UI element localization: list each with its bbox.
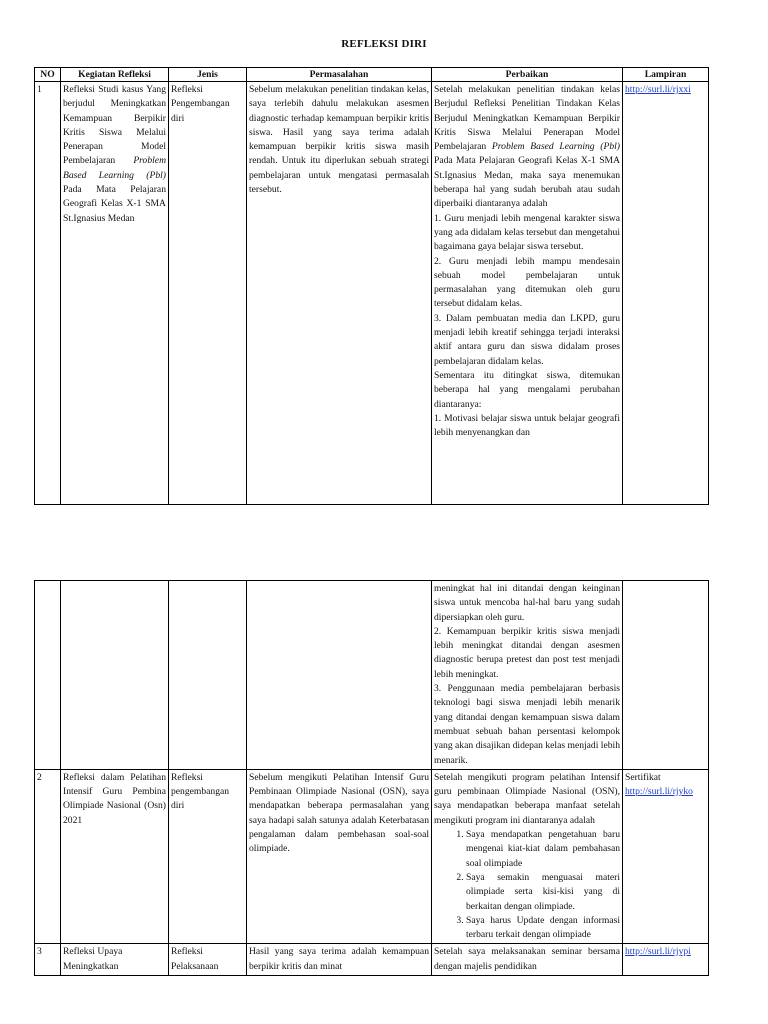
list-item: 2. Saya semakin menguasai materi olimpiade serta kisi-kisi yang di berkaitan dengan olimpiade. xyxy=(466,871,620,914)
row-number: 1 xyxy=(35,82,61,505)
lampiran-cell xyxy=(623,82,709,505)
kegiatan-italic-text: Problem Based Learning (Pbl) xyxy=(63,155,166,181)
perbaikan-cell xyxy=(432,769,623,944)
permasalahan-cell xyxy=(247,581,432,770)
reflection-table-page2 xyxy=(34,580,709,976)
table-row xyxy=(35,769,709,944)
row-number xyxy=(35,581,61,770)
perbaikan-point: Sementara itu ditingkat siswa, ditemukan beberapa hal yang mengalami perubahan diantaranya: xyxy=(434,369,620,410)
list-item: 1. Saya mendapatkan pengetahuan baru mengenai kiat-kiat dalam pembahasan soal olimpiade xyxy=(466,828,620,871)
perbaikan-intro-italic: Problem Based Learning (Pbl) xyxy=(491,141,621,153)
kegiatan-text-end: Pada Mata Pelajaran Geografi Kelas X-1 SMA St.Ignasius Medan xyxy=(63,184,166,224)
header-lampiran: Lampiran xyxy=(623,68,709,82)
kegiatan-cell: Refleksi dalam Pelatihan Intensif Guru Pembina Olimpiade Nasional (Osn) 2021 xyxy=(61,769,169,944)
perbaikan-point: meningkat hal ini ditandai dengan keinginan siswa untuk mencoba hal-hal baru yang sudah dipersiapkan oleh guru. xyxy=(434,583,620,623)
list-item: 3. Saya harus Update dengan informasi terbaru terkait dengan olimpiade xyxy=(466,914,620,943)
perbaikan-point: 2. Kemampuan berpikir kritis siswa menjadi lebih meningkat ditandai dengan asesmen diagnostic berupa pretest dan post test menjadi lebih meningkat. xyxy=(434,625,620,680)
reflection-table-page1 xyxy=(34,67,709,505)
lampiran-link[interactable]: http://surl.li/rjyko xyxy=(625,786,693,798)
table-row xyxy=(35,581,709,770)
table-row xyxy=(35,944,709,976)
header-no: NO xyxy=(35,68,61,82)
jenis-cell xyxy=(169,581,247,770)
document-title: REFLEKSI DIRI xyxy=(341,38,427,50)
jenis-cell: Refleksi Pengembangan diri xyxy=(169,82,247,505)
perbaikan-point: 3. Penggunaan media pembelajaran berbasis teknologi bagi siswa menjadi lebih menarik yang ditandai dengan kemampuan siswa dalam membuat sebuah bahan persentasi kelompok yang akan disajikan didepan kelas menjadi lebih menarik. xyxy=(434,683,620,766)
perbaikan-intro xyxy=(434,83,620,212)
permasalahan-cell: Hasil yang saya terima adalah kemampuan berpikir kritis dan minat xyxy=(247,944,432,976)
lampiran-cell xyxy=(623,944,709,976)
permasalahan-cell: Sebelum mengikuti Pelatihan Intensif Guru Pembinaan Olimpiade Nasional (OSN), saya mendapatkan beberapa permasalahan yang saya hadapi salah satunya adalah Keterbatasan pengalaman dalam pembehasan soal-soal olimpiade. xyxy=(247,769,432,944)
perbaikan-cell: Setelah saya melaksanakan seminar bersama dengan majelis pendidikan xyxy=(432,944,623,976)
row-number: 2 xyxy=(35,769,61,944)
permasalahan-cell: Sebelum melakukan penelitian tindakan kelas, saya terlebih dahulu melakukan asesmen diagnostic terhadap kemampuan berpikir kritis siswa. Hasil yang saya terima adalah kemampuan berpikir kritis siswa masih rendah. Untuk itu diperlukan sebuah strategi pembelajaran untuk mengatasi permasalah tersebut. xyxy=(247,82,432,505)
lampiran-cell xyxy=(623,769,709,944)
lampiran-link[interactable]: http://surl.li/rjypi xyxy=(625,946,691,958)
perbaikan-list xyxy=(434,828,620,942)
kegiatan-text: Refleksi Studi kasus Yang berjudul Meningkatkan Kemampuan Berpikir Kritis Siswa Melalui Penerapan Model Pembelajaran xyxy=(63,84,166,167)
perbaikan-point: 2. Guru menjadi lebih mampu mendesain sebuah model pembelajaran untuk permasalahan yang ditemukan oleh guru tersebut didalam kelas. xyxy=(434,255,620,310)
perbaikan-point: 1. Guru menjadi lebih mengenal karakter siswa yang ada didalam kelas tersebut dan mengetahui bagaimana gaya belajar siswa tersebut. xyxy=(434,212,620,253)
perbaikan-cell xyxy=(432,581,623,770)
perbaikan-intro-text: Setelah melakukan penelitian tindakan kelas Berjudul Refleksi Penelitian Tindakan Kelas Berjudul Meningkatkan Kemampuan Berpikir Kritis Siswa Melalui Penerapan Model Pembelajaran xyxy=(434,84,620,153)
table-header-row xyxy=(35,68,709,82)
kegiatan-cell xyxy=(61,581,169,770)
perbaikan-intro: Setelah mengikuti program pelatihan Intensif guru pembinaan Olimpiade Nasional (OSN), saya mendapatkan beberapa manfaat setelah mengikuti program ini diantaranya adalah xyxy=(434,771,620,826)
header-permasalahan: Permasalahan xyxy=(247,68,432,82)
header-perbaikan: Perbaikan xyxy=(432,68,623,82)
lampiran-cell xyxy=(623,581,709,770)
perbaikan-point: 3. Dalam pembuatan media dan LKPD, guru menjadi lebih kreatif sehingga terjadi interaksi aktif antara guru dan siswa didalam proses pembelajaran didalam kelas. xyxy=(434,312,620,367)
perbaikan-cell xyxy=(432,82,623,505)
lampiran-link[interactable]: http://surl.li/rjxxi xyxy=(625,84,691,95)
lampiran-label: Sertifikat xyxy=(625,771,661,783)
row-number: 3 xyxy=(35,944,61,976)
kegiatan-cell xyxy=(61,82,169,505)
perbaikan-point: 1. Motivasi belajar siswa untuk belajar geografi lebih menyenangkan dan xyxy=(434,412,620,439)
kegiatan-cell: Refleksi Upaya Meningkatkan xyxy=(61,944,169,976)
perbaikan-intro-end: Pada Mata Pelajaran Geografi Kelas X-1 SMA St.Ignasius Medan, maka saya menemukan beberapa hal yang sudah berubah atau sudah diperbaiki diantaranya adalah xyxy=(434,155,620,210)
table-row xyxy=(35,82,709,505)
header-jenis: Jenis xyxy=(169,68,247,82)
header-kegiatan: Kegiatan Refleksi xyxy=(61,68,169,82)
jenis-cell: Refleksi pengembangan diri xyxy=(169,769,247,944)
jenis-cell: Refleksi Pelaksanaan xyxy=(169,944,247,976)
